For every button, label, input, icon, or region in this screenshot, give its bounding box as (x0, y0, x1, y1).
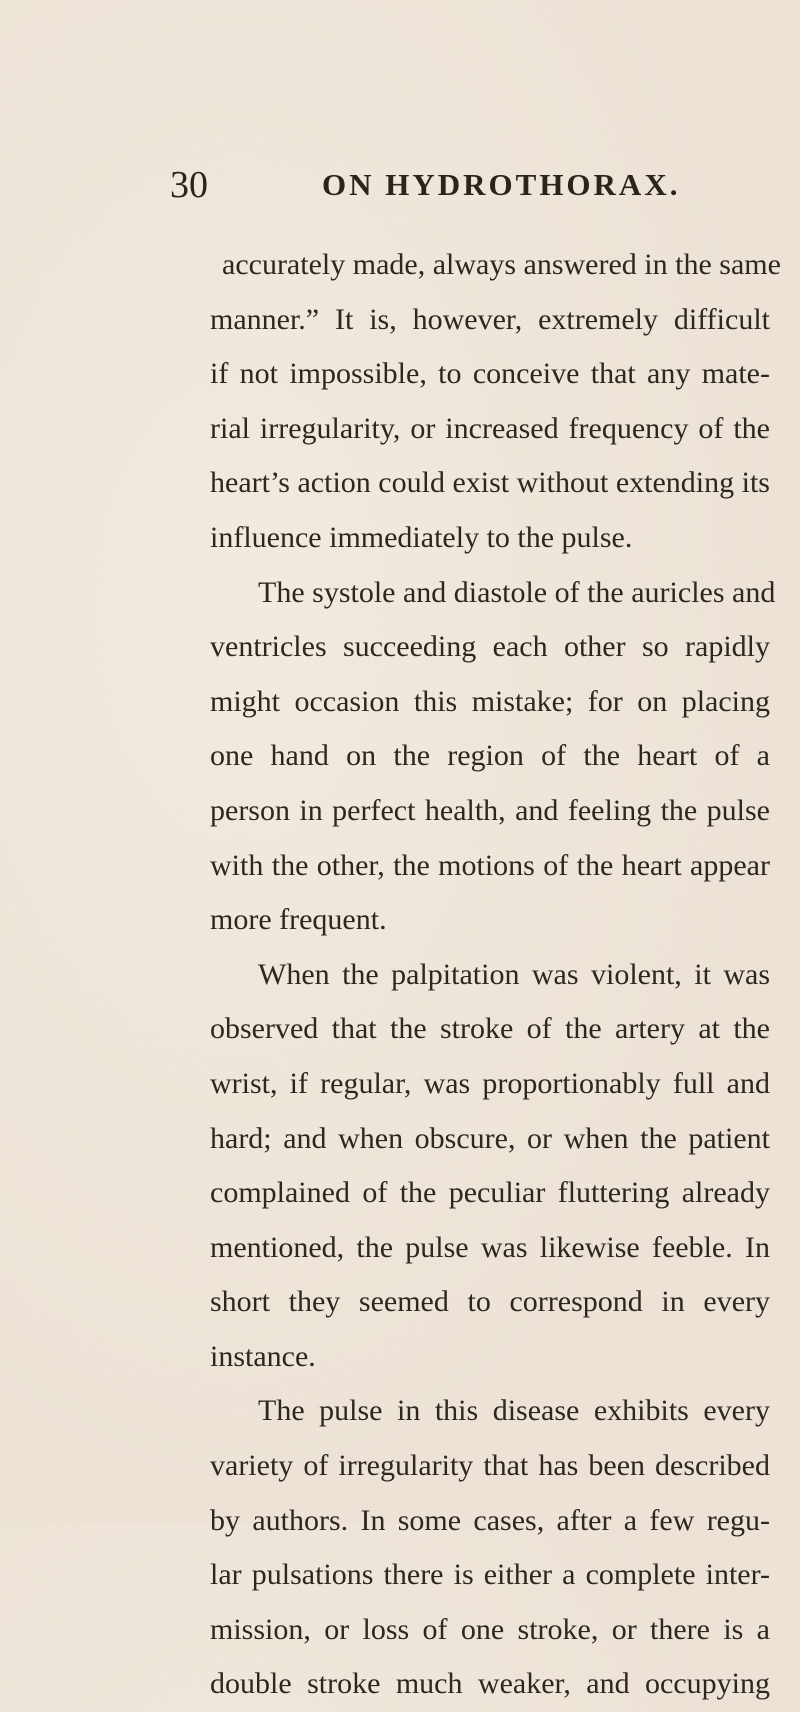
text-line: lar pulsations there is either a complete inter- (210, 1558, 770, 1592)
text-line: ventricles succeeding each other so rapidly (210, 630, 770, 664)
text-line: short they seemed to correspond in every (210, 1285, 770, 1319)
text-line: might occasion this mistake; for on placing (210, 684, 770, 718)
text-line: more frequent. (210, 903, 387, 937)
text-line: accurately made, always answered in the same (222, 248, 781, 281)
text-line: double stroke much weaker, and occupying (210, 1667, 770, 1701)
body-text (210, 238, 781, 1712)
text-line: wrist, if regular, was proportionably full and (210, 1066, 770, 1100)
text-line: instance. (210, 1339, 316, 1373)
text-line: hard; and when obscure, or when the patient (210, 1121, 770, 1155)
text-line: mentioned, the pulse was likewise feeble. In (210, 1230, 770, 1264)
running-title: ON HYDROTHORAX. (322, 167, 681, 202)
text-line: with the other, the motions of the heart appear (210, 848, 770, 882)
page-number: 30 (170, 164, 208, 206)
text-line: complained of the peculiar fluttering already (210, 1176, 770, 1210)
running-head (170, 160, 730, 210)
text-line: influence immediately to the pulse. (210, 520, 633, 554)
text-line: When the palpitation was violent, it was (258, 957, 770, 991)
text-line: The systole and diastole of the auricles and (258, 575, 776, 609)
text-line: manner.” It is, however, extremely difficult (210, 302, 770, 336)
text-line: one hand on the region of the heart of a (210, 739, 770, 773)
text-line: variety of irregularity that has been described (210, 1449, 770, 1483)
text-line: rial irregularity, or increased frequency of the (210, 411, 770, 445)
text-line: heart’s action could exist without extending its (210, 466, 770, 500)
text-line: if not impossible, to conceive that any mate- (210, 357, 770, 391)
text-line: person in perfect health, and feeling the pulse (210, 793, 770, 827)
text-line: The pulse in this disease exhibits every (258, 1394, 770, 1428)
text-line: observed that the stroke of the artery at the (210, 1012, 770, 1046)
text-line: by authors. In some cases, after a few regu- (210, 1503, 770, 1537)
text-line: mission, or loss of one stroke, or there is a (210, 1612, 770, 1646)
